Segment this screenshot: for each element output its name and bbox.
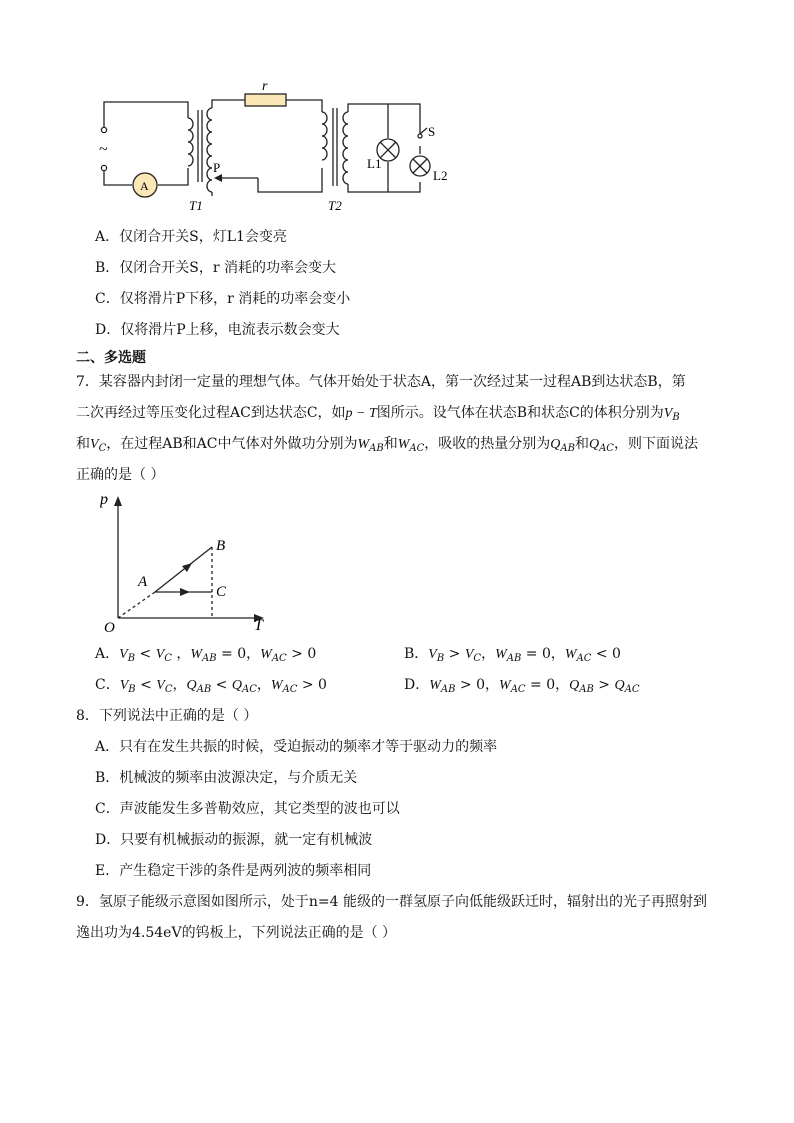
l1-label: L1: [367, 156, 382, 171]
q6-option-b: B．仅闭合开关S，r 消耗的功率会变大: [95, 260, 337, 276]
x-axis-label: T: [254, 617, 263, 634]
q8-option-b: B．机械波的频率由波源决定，与介质无关: [95, 770, 358, 786]
resistor-r: [245, 94, 286, 106]
point-c-label: C: [216, 584, 227, 600]
transformer-circuit-diagram: [90, 72, 470, 222]
resistor-label: r: [262, 79, 268, 94]
q6-option-c: C．仅将滑片P下移，r 消耗的功率会变小: [95, 291, 351, 307]
ammeter-label: A: [140, 179, 149, 193]
q8-stem: 8．下列说法中正确的是（ ）: [76, 708, 258, 724]
q8-option-d: D．只要有机械振动的振源，就一定有机械波: [95, 832, 373, 848]
section-heading: 二、多选题: [76, 350, 146, 366]
switch-label: S: [428, 124, 436, 139]
t2-label: T2: [328, 198, 342, 213]
q7-option-a: A．$V_B < V_C$ ，$W_{AB} = 0$，$W_{AC} > 0$: [95, 646, 317, 664]
q7-stem-line3: 和$V_C$，在过程AB和AC中气体对外做功分别为$W_{AB}$和$W_{AC}$，吸收的热量分别为$Q_{AB}$和$Q_{AC}$，则下面说法: [76, 436, 698, 454]
q7-stem-line4: 正确的是（ ）: [76, 467, 165, 483]
y-axis-label: p: [100, 491, 108, 508]
q9-stem-line1: 9．氢原子能级示意图如图所示，处于n=4 能级的一群氢原子向低能级跃迁时，辐射出的光子再照射到: [76, 894, 708, 910]
q7-option-b: B．$V_B > V_C$，$W_{AB} = 0$，$W_{AC} < 0$: [404, 646, 621, 664]
q7-stem-line2: 二次再经过等压变化过程AC到达状态C，如p − T图所示。设气体在状态B和状态C的体积分别为$V_B$: [76, 405, 680, 423]
p-t-graph: [100, 490, 280, 640]
q6-option-d: D．仅将滑片P上移，电流表示数会变大: [95, 322, 340, 338]
q8-option-a: A．只有在发生共振的时候，受迫振动的频率才等于驱动力的频率: [95, 739, 498, 755]
l2-label: L2: [433, 168, 448, 183]
t1-label: T1: [189, 198, 203, 213]
q6-option-a: A．仅闭合开关S，灯L1会变亮: [95, 229, 287, 245]
point-b-label: B: [216, 538, 226, 554]
point-a-label: A: [138, 574, 148, 590]
q7-option-c: C．$V_B < V_C$，$Q_{AB} < Q_{AC}$，$W_{AC} > 0$: [95, 677, 327, 695]
slider-label: P: [213, 160, 221, 175]
ac-source-symbol: ~: [99, 141, 108, 158]
q8-option-e: E．产生稳定干涉的条件是两列波的频率相同: [95, 863, 372, 879]
q8-option-c: C．声波能发生多普勒效应，其它类型的波也可以: [95, 801, 400, 817]
q7-option-d: D．$W_{AB} > 0$，$W_{AC} = 0$，$Q_{AB} > Q_{AC}$: [404, 677, 640, 695]
origin-label: O: [104, 620, 115, 636]
q9-stem-line2: 逸出功为4.54eV的钨板上，下列说法正确的是（ ）: [76, 925, 397, 941]
q7-stem-line1: 7．某容器内封闭一定量的理想气体。气体开始处于状态A，第一次经过某一过程AB到达状态B，第: [76, 374, 686, 390]
